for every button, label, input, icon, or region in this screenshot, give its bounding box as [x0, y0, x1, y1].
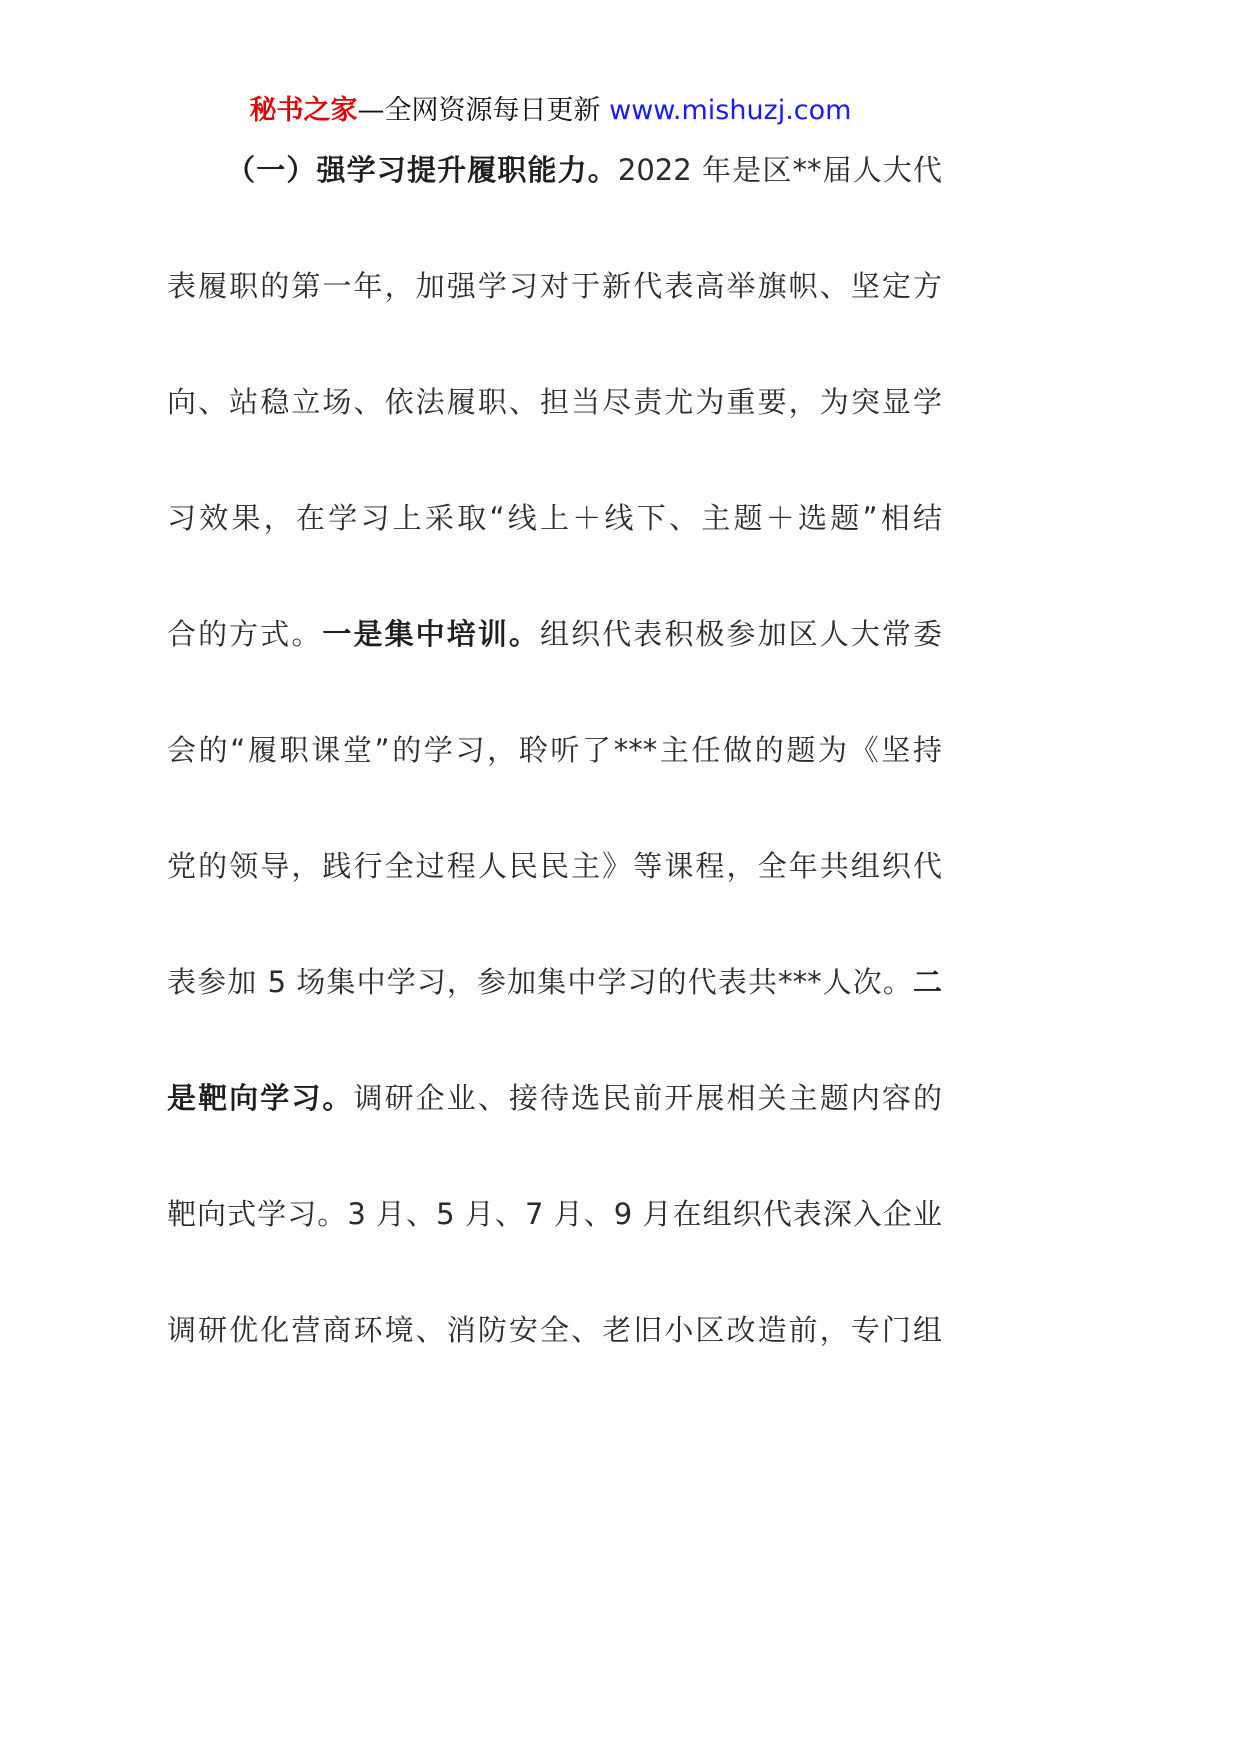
- line-text: 合的方式。: [167, 617, 323, 651]
- paragraph-line-6: 会的“履职课堂”的学习，聆听了***主任做的题为《坚持: [167, 733, 942, 767]
- paragraph-line-11: 调研优化营商环境、消防安全、老旧小区改造前，专门组: [167, 1313, 942, 1347]
- line-text: 表参加 5 场集中学习，参加集中学习的代表共***人次。: [167, 965, 913, 999]
- line-text: 2022 年是区**届人大代: [617, 153, 942, 187]
- site-url-link[interactable]: www.mishuzj.com: [609, 95, 852, 126]
- paragraph-line-9: [167, 1078, 942, 1118]
- point-heading-1: 一是集中培训。: [322, 617, 540, 651]
- site-header: [0, 91, 1101, 131]
- paragraph-line-10: 靶向式学习。3 月、5 月、7 月、9 月在组织代表深入企业: [167, 1197, 942, 1231]
- site-brand: 秘书之家: [249, 95, 358, 126]
- point-heading-2-start: 二: [912, 965, 942, 999]
- paragraph-line-3: 向、站稳立场、依法履职、担当尽责尤为重要，为突显学: [167, 385, 942, 419]
- paragraph-line-5: [167, 614, 942, 654]
- site-tagline: —全网资源每日更新: [357, 95, 610, 126]
- point-heading-2-end: 是靶向学习。: [167, 1081, 354, 1115]
- paragraph-line-1: [167, 150, 942, 190]
- line-text: 组织代表积极参加区人大常委: [540, 617, 942, 651]
- paragraph-line-7: 党的领导，践行全过程人民民主》等课程，全年共组织代: [167, 849, 942, 883]
- paragraph-line-8: [167, 962, 942, 1002]
- paragraph-line-2: 表履职的第一年，加强学习对于新代表高举旗帜、坚定方: [167, 269, 942, 303]
- paragraph-line-4: 习效果，在学习上采取“线上＋线下、主题＋选题”相结: [167, 501, 942, 535]
- line-text: 调研企业、接待选民前开展相关主题内容的: [353, 1081, 942, 1115]
- section-heading: （一）强学习提升履职能力。: [225, 153, 618, 187]
